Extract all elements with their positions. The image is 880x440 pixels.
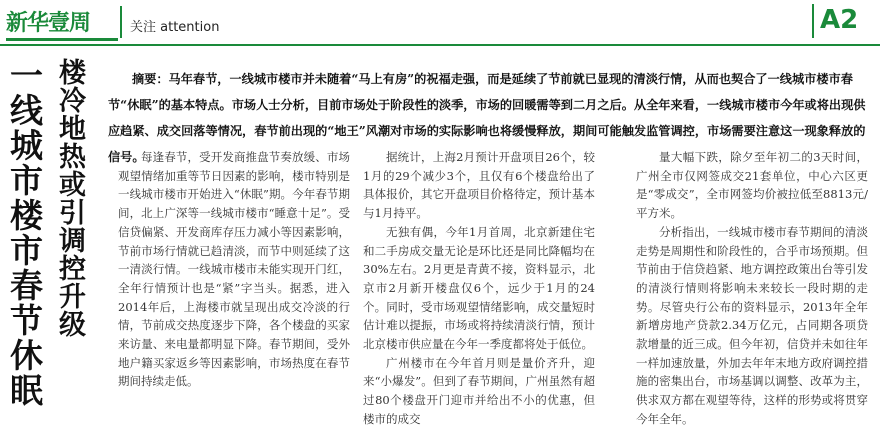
headline-subtitle: 楼冷地热或引调控升级 xyxy=(54,58,85,338)
masthead xyxy=(0,0,880,44)
body-column-3 xyxy=(636,148,868,429)
body-paragraph: 每逢春节，受开发商推盘节奏放缓、市场观望情绪加重等节日因素的影响，楼市特别是一线城市楼市开始进入“休眠”期。今年春节期间，北上广深等一线城市楼市“睡意十足”。受信贷偏紧、开发商库存压力减小等因素影响，节前市场行情就已趋清淡，而节中则延续了这一清淡行情。一线城市楼市未能实现开门红，全年行情预计也是“紧”字当头。据悉，进入2014年后，上海楼市就呈现出成交冷淡的行情，节前成交热度逐步下降，各个楼盘的买家来访量、来电量都明显下降。春节期间，受外地户籍买家返乡等因素影响，市场热度在春节期间持续走低。 xyxy=(118,150,350,389)
page-number-divider xyxy=(812,4,814,38)
headline-title: 一线城市楼市春节休眠 xyxy=(5,58,44,408)
body-paragraph: 量大幅下跌，除夕至年初二的3天时间，广州全市仅网签成交21套单位，中心六区更是“零成交”，全市网签均价被拉低至8813元/平方米。 xyxy=(636,150,868,221)
masthead-rule xyxy=(0,44,880,46)
body-column-2 xyxy=(363,148,595,429)
body-paragraph: 无独有偶，今年1月首周，北京新建住宅和二手房成交量无论是环比还是同比降幅均在30%左右。2月更是青黄不接，资料显示，北京市2月新开楼盘仅6个，远少于1月的24个。同时，受市场观望情绪影响，成交量短时估计难以提振，市场或将持续清淡行情，预计北京楼市供应量在今年一季度都将处于低位。 xyxy=(363,224,595,352)
body-paragraph: 分析指出，一线城市楼市春节期间的清淡走势是周期性和阶段性的，合乎市场预期。但节前由于信贷趋紧、地方调控政策出台等引发的清淡行情则将影响未来较长一段时期的走势。尽管央行公布的资料显示，2013年全年新增房地产贷款2.34万亿元，占同期各项贷款增量的近三成。但今年初，信贷并未如往年一样加速放量，外加去年年末地方政府调控措施的密集出台，市场基调以调整、改革为主，供求双方都在观望等待，这样的形势或将贯穿今年全年。 xyxy=(636,224,868,426)
page-number: A2 xyxy=(820,5,859,35)
masthead-divider xyxy=(120,6,122,38)
body-column-1 xyxy=(118,148,350,391)
body-paragraph: 据统计，上海2月预计开盘项目26个，较1月的29个减少3个，且仅有6个楼盘给出了具体报价，其它开盘项目价格待定，预计基本与1月持平。 xyxy=(363,150,595,221)
newspaper-logo: 新华壹周 xyxy=(6,11,91,36)
section-label: 关注 attention xyxy=(130,20,220,35)
body-paragraph: 广州楼市在今年首月则是量价齐升，迎来“小爆发”。但到了春节期间，广州虽然有超过80个楼盘开门迎市并给出不小的优惠，但楼市的成交 xyxy=(363,355,595,426)
logo-underline xyxy=(6,38,118,41)
article-abstract: 摘要：马年春节，一线城市楼市并未随着“马上有房”的祝福走强，而是延续了节前就已显现的清淡行情，从而也契合了一线城市楼市春节“休眠”的基本特点。市场人士分析，目前市场处于阶段性的淡季，市场的回暖需等到二月之后。从全年来看，一线城市楼市今年或将出现供应趋紧、成交回落等情况，春节前出现的“地王”风潮对市场的实际影响也将缓慢释放，期间可能触发监管调控，市场需要注意这一现象释放的信号。 xyxy=(108,72,866,164)
